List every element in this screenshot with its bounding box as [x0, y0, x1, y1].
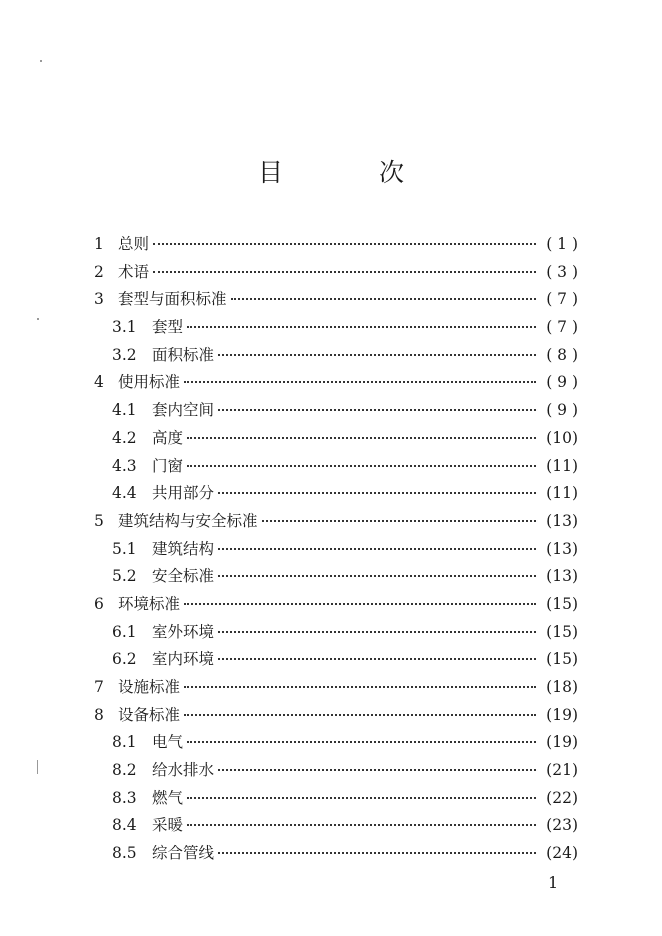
toc-entry-page: (15)	[546, 622, 578, 641]
toc-dot-leader	[218, 851, 536, 854]
toc-entry[interactable]	[94, 674, 578, 702]
toc-entry-label: 面积标准	[152, 345, 215, 364]
toc-entry-label: 电气	[152, 733, 184, 752]
scan-mark	[40, 60, 42, 62]
toc-entry-number: 4.2	[112, 428, 137, 447]
toc-entry-label: 安全标准	[152, 567, 215, 586]
toc-entry-number: 4.3	[112, 456, 137, 475]
toc-entry-page: (13)	[546, 567, 578, 586]
toc-entry[interactable]	[94, 785, 578, 813]
toc-entry[interactable]	[94, 812, 578, 840]
toc-entry-label: 室外环境	[152, 622, 215, 641]
toc-entry[interactable]	[94, 286, 578, 314]
toc-entry-page: ( 7 )	[546, 318, 578, 337]
toc-dot-leader	[218, 491, 536, 494]
toc-dot-leader	[218, 547, 536, 550]
toc-entry-number: 5.1	[112, 539, 137, 558]
toc-entry-label: 套型	[152, 318, 184, 337]
toc-entry-number: 4	[94, 373, 104, 392]
toc-dot-leader	[218, 574, 536, 577]
toc-entry-number: 2	[94, 262, 104, 281]
toc-entry[interactable]	[94, 536, 578, 564]
toc-entry[interactable]	[94, 314, 578, 342]
toc-dot-leader	[187, 325, 536, 328]
toc-entry-number: 3.2	[112, 345, 137, 364]
toc-entry-number: 3	[94, 290, 104, 309]
toc-entry[interactable]	[94, 342, 578, 370]
toc-entry-label: 总则	[118, 235, 150, 253]
toc-entry-page: ( 1 )	[546, 235, 578, 253]
toc-entry-label: 套内空间	[152, 401, 215, 420]
toc-entry-page: (19)	[546, 705, 578, 724]
toc-entry-label: 设施标准	[118, 678, 181, 696]
toc-entry[interactable]	[94, 619, 578, 647]
toc-entry-label: 门窗	[152, 456, 184, 475]
toc-entry-page: (11)	[546, 456, 578, 475]
toc-entry-label: 术语	[118, 262, 150, 281]
toc-entry-page: (15)	[546, 650, 578, 669]
toc-entry-page: ( 3 )	[546, 262, 578, 281]
toc-entry-page: (13)	[546, 539, 578, 558]
toc-entry[interactable]	[94, 563, 578, 591]
toc-entry-label: 建筑结构与安全标准	[118, 511, 258, 530]
toc-dot-leader	[231, 297, 536, 300]
toc-entry-number: 6.2	[112, 650, 137, 669]
toc-entry-label: 建筑结构	[152, 539, 215, 558]
toc-entry-page: (10)	[546, 428, 578, 447]
toc-dot-leader	[184, 602, 536, 605]
toc-entry-number: 3.1	[112, 318, 137, 337]
toc-entry-label: 给水排水	[152, 761, 215, 780]
page-number: 1	[548, 873, 559, 892]
toc-entry-number: 8.3	[112, 788, 137, 807]
toc-entry-page: (13)	[546, 511, 578, 530]
toc-entry-label: 燃气	[152, 788, 184, 807]
toc-entry-page: (23)	[546, 816, 578, 835]
toc-entry-label: 环境标准	[118, 594, 181, 613]
toc-dot-leader	[153, 270, 536, 273]
toc-entry[interactable]	[94, 369, 578, 397]
toc-entry-page: (18)	[546, 678, 578, 696]
table-of-contents	[94, 231, 578, 868]
toc-entry-page: (11)	[546, 484, 578, 503]
toc-entry-label: 使用标准	[118, 373, 181, 392]
toc-entry-label: 室内环境	[152, 650, 215, 669]
toc-entry-page: ( 9 )	[546, 373, 578, 392]
toc-entry[interactable]	[94, 397, 578, 425]
toc-entry[interactable]	[94, 259, 578, 287]
page-title: 目 次	[258, 158, 448, 187]
toc-entry-number: 5.2	[112, 567, 137, 586]
toc-entry-label: 套型与面积标准	[118, 290, 227, 309]
toc-entry-number: 1	[94, 235, 104, 253]
toc-entry-number: 4.1	[112, 401, 137, 420]
toc-dot-leader	[187, 740, 536, 743]
toc-entry-page: (21)	[546, 761, 578, 780]
toc-entry-label: 综合管线	[152, 844, 215, 863]
toc-dot-leader	[153, 242, 536, 245]
toc-entry[interactable]	[94, 508, 578, 536]
toc-entry[interactable]	[94, 231, 578, 259]
toc-dot-leader	[218, 657, 536, 660]
toc-dot-leader	[184, 380, 536, 383]
toc-dot-leader	[187, 823, 536, 826]
toc-entry-number: 6.1	[112, 622, 137, 641]
toc-entry-number: 8.2	[112, 761, 137, 780]
toc-entry-page: ( 7 )	[546, 290, 578, 309]
toc-entry-number: 4.4	[112, 484, 137, 503]
toc-dot-leader	[262, 519, 536, 522]
toc-dot-leader	[187, 436, 536, 439]
toc-dot-leader	[187, 796, 536, 799]
toc-entry-page: (15)	[546, 594, 578, 613]
scan-mark	[37, 760, 38, 774]
toc-entry[interactable]	[94, 646, 578, 674]
toc-dot-leader	[218, 768, 536, 771]
toc-entry-number: 8	[94, 705, 104, 724]
toc-dot-leader	[187, 464, 536, 467]
toc-entry-page: (22)	[546, 788, 578, 807]
toc-entry[interactable]	[94, 425, 578, 453]
toc-dot-leader	[218, 408, 536, 411]
toc-entry[interactable]	[94, 591, 578, 619]
toc-entry-number: 8.4	[112, 816, 137, 835]
toc-entry[interactable]	[94, 840, 578, 868]
toc-entry[interactable]	[94, 480, 578, 508]
toc-entry-label: 设备标准	[118, 705, 181, 724]
toc-entry-page: ( 8 )	[546, 345, 578, 364]
toc-dot-leader	[218, 630, 536, 633]
toc-entry-label: 采暖	[152, 816, 184, 835]
toc-entry-number: 7	[94, 678, 104, 696]
toc-entry-number: 6	[94, 594, 104, 613]
scan-mark	[37, 318, 39, 320]
toc-dot-leader	[218, 353, 536, 356]
toc-entry-page: (24)	[546, 844, 578, 863]
toc-entry-number: 8.1	[112, 733, 137, 752]
toc-entry-number: 5	[94, 511, 104, 530]
toc-entry-label: 共用部分	[152, 484, 215, 503]
toc-entry-page: (19)	[546, 733, 578, 752]
toc-entry-label: 高度	[152, 428, 184, 447]
toc-dot-leader	[184, 713, 536, 716]
toc-entry[interactable]	[94, 702, 578, 730]
toc-dot-leader	[184, 685, 536, 688]
toc-entry[interactable]	[94, 757, 578, 785]
toc-entry-page: ( 9 )	[546, 401, 578, 420]
toc-entry-number: 8.5	[112, 844, 137, 863]
toc-entry[interactable]	[94, 453, 578, 481]
toc-entry[interactable]	[94, 729, 578, 757]
